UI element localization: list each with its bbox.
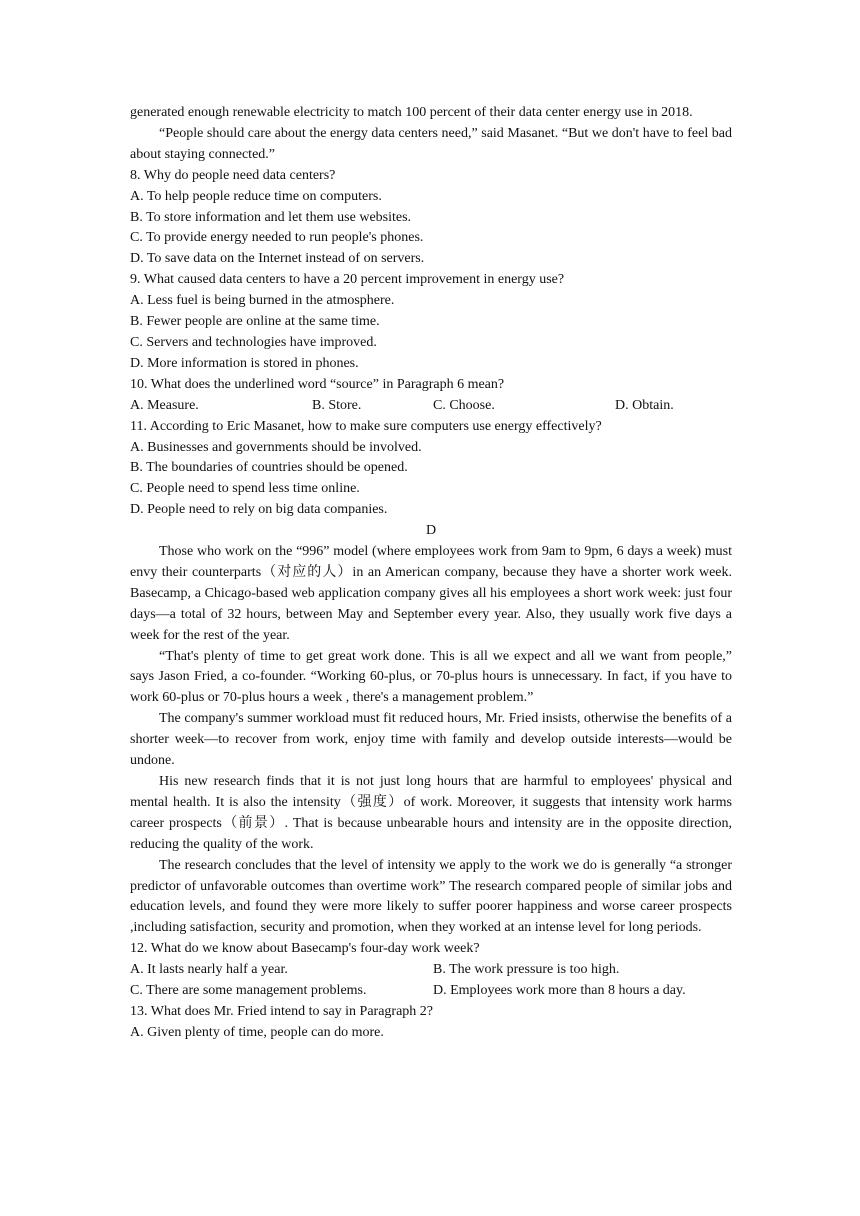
question-12-option-b: B. The work pressure is too high. [433, 962, 620, 978]
question-11-option-a: A. Businesses and governments should be involved. [130, 439, 422, 455]
section-d-paragraph-5: The research concludes that the level of intensity we apply to the work we do is generally “a stronger predictor of unfavorable outcomes than overtime work” The research compared people of similar jobs and education levels, and found they were more likely to suffer poorer happiness and worse career prospects ,including satisfaction, security and promotion, when they worked at an intense level for long periods. [130, 857, 732, 936]
question-11-option-c: C. People need to spend less time online. [130, 481, 360, 497]
question-9-option-c: C. Servers and technologies have improved. [130, 334, 377, 350]
question-8-option-a: A. To help people reduce time on computers. [130, 188, 382, 204]
question-12-option-c: C. There are some management problems. [130, 983, 367, 999]
question-10-options [130, 396, 732, 417]
question-13-stem: 13. What does Mr. Fried intend to say in Paragraph 2? [130, 1003, 434, 1019]
section-d-paragraph-2: “That's plenty of time to get great work done. This is all we expect and all we want from people,” says Jason Fried, a co-founder. “Working 60-plus, or 70-plus hours is unnecessary. In fact, if you have to work 60-plus or 70-plus hours a week , there's a management problem.” [130, 648, 732, 706]
question-10-option-c: C. Choose. [433, 397, 495, 413]
passage-c-paragraph: “People should care about the energy data centers need,” said Masanet. “But we don't have to feel bad about staying connected.” [130, 125, 732, 162]
section-d-paragraph-1: Those who work on the “996” model (where employees work from 9am to 9pm, 6 days a week) must envy their counterparts（对应的人）in an American company, because they have a shorter work week. Basecamp, a Chicago-based web application company gives all his employees a short work week: just four days—a total of 32 hours, between May and September every year. Also, they usually work five days a week for the rest of the year. [130, 544, 732, 643]
question-12-options-row-2 [130, 981, 732, 1002]
question-9-option-b: B. Fewer people are online at the same time. [130, 314, 380, 330]
question-11-option-d: D. People need to rely on big data companies. [130, 502, 388, 518]
question-12-option-a: A. It lasts nearly half a year. [130, 962, 288, 978]
question-12-stem: 12. What do we know about Basecamp's four-day work week? [130, 941, 480, 957]
question-9-option-d: D. More information is stored in phones. [130, 355, 359, 371]
question-8-option-c: C. To provide energy needed to run people's phones. [130, 230, 424, 246]
question-10-stem: 10. What does the underlined word “source” in Paragraph 6 mean? [130, 376, 505, 392]
passage-c-paragraph: generated enough renewable electricity to match 100 percent of their data center energy use in 2018. [130, 105, 693, 120]
question-12-option-d: D. Employees work more than 8 hours a day. [433, 983, 686, 999]
question-10-option-a: A. Measure. [130, 397, 199, 413]
document-page [130, 103, 732, 1044]
question-10-option-d: D. Obtain. [615, 397, 674, 413]
section-d-heading: D [425, 523, 437, 539]
question-13-option-a: A. Given plenty of time, people can do more. [130, 1024, 384, 1040]
question-10-option-b: B. Store. [312, 397, 362, 413]
question-9-option-a: A. Less fuel is being burned in the atmosphere. [130, 293, 395, 309]
question-9-stem: 9. What caused data centers to have a 20 percent improvement in energy use? [130, 272, 565, 288]
question-11-stem: 11. According to Eric Masanet, how to make sure computers use energy effectively? [130, 418, 602, 434]
question-8-option-d: D. To save data on the Internet instead of on servers. [130, 251, 425, 267]
question-11-option-b: B. The boundaries of countries should be opened. [130, 460, 408, 476]
section-d-paragraph-4: His new research finds that it is not just long hours that are harmful to employees' physical and mental health. It is also the intensity（强度）of work. Moreover, it suggests that intensity work harms career prospects（前景）. That is because unbearable hours and intensity are in the opposite direction, reducing the quality of the work. [130, 774, 732, 852]
question-8-stem: 8. Why do people need data centers? [130, 167, 336, 183]
section-d-paragraph-3: The company's summer workload must fit reduced hours, Mr. Fried insists, otherwise the benefits of a shorter week—to recover from work, enjoy time with family and develop outside interests—would be undone. [130, 711, 732, 769]
question-12-options-row-1 [130, 960, 732, 981]
question-8-option-b: B. To store information and let them use websites. [130, 209, 412, 225]
